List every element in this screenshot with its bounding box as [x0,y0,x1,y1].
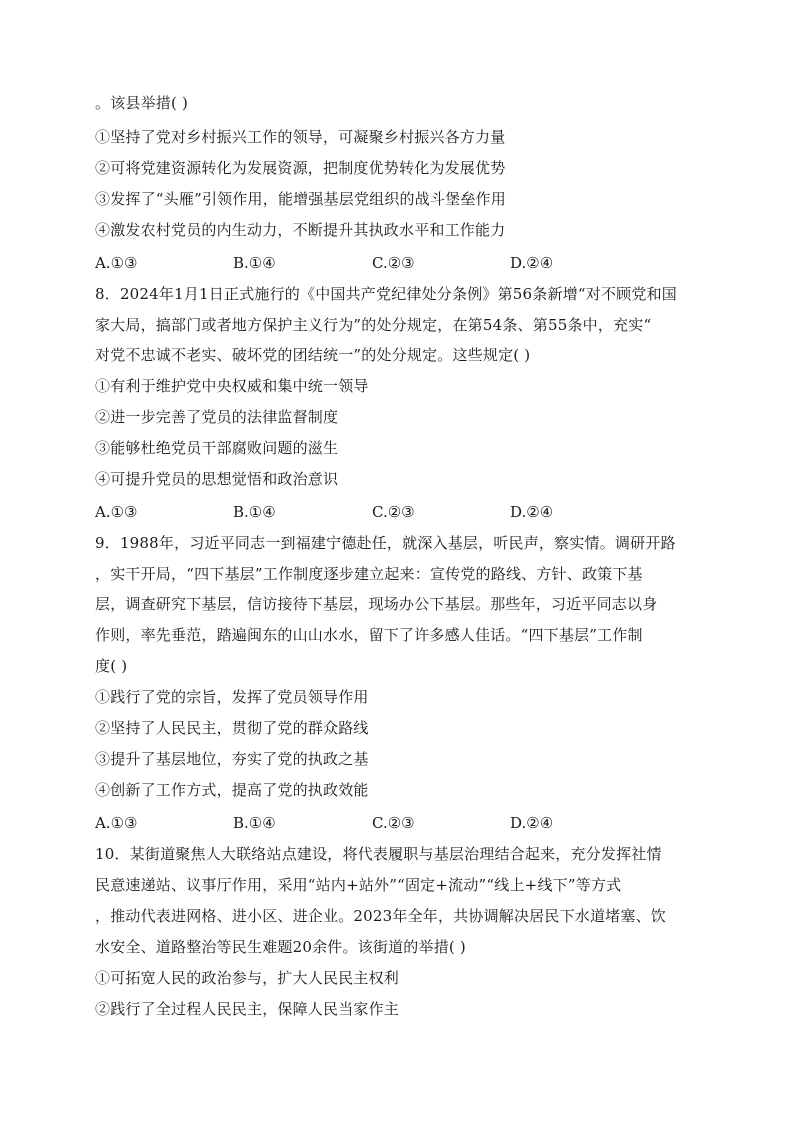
q10-stem-line-1: 10．某街道聚焦人大联络站点建设，将代表履职与基层治理结合起来，充分发挥社情 [95,845,662,863]
q9-item-4: ④创新了工作方式，提高了党的执政效能 [95,781,369,799]
q7-options [95,253,735,273]
q9-stem-line-4: 作则，率先垂范，踏遍闽东的山山水水，留下了许多感人佳话。“四下基层”工作制 [95,626,643,644]
q8-option-b: B.①④ [233,503,276,521]
q10-stem-line-4: 水安全、道路整治等民生难题20余件。该街道的举措( ) [95,938,466,956]
q10-item-2: ②践行了全过程人民民主，保障人民当家作主 [95,1000,400,1018]
q8-option-a: A.①③ [95,503,138,521]
q8-option-c: C.②③ [372,503,415,521]
q7-stem-tail: 。该县举措( ) [95,94,189,112]
q8-item-1: ①有利于维护党中央权威和集中统一领导 [95,377,369,395]
q10-stem-line-3: ，推动代表进网格、进小区、进企业。2023年全年，共协调解决居民下水道堵塞、饮 [95,907,666,925]
q9-stem-line-5: 度( ) [95,657,128,675]
q10-stem-line-2: 民意速递站、议事厅作用，采用“站内+站外”“固定+流动”“线上+线下”等方式 [95,876,622,894]
q9-stem-line-1: 9．1988年，习近平同志一到福建宁德赴任，就深入基层，听民声，察实情。调研开路 [95,534,676,552]
q7-item-1: ①坚持了党对乡村振兴工作的领导，可凝聚乡村振兴各方力量 [95,128,506,146]
q8-option-d: D.②④ [510,503,554,521]
q9-option-a: A.①③ [95,814,138,832]
q7-option-c: C.②③ [372,254,415,272]
q8-item-2: ②进一步完善了党员的法律监督制度 [95,408,339,426]
q7-option-d: D.②④ [510,254,554,272]
q10-item-1: ①可拓宽人民的政治参与，扩大人民民主权利 [95,969,400,987]
q8-stem-line-2: 家大局，搞部门或者地方保护主义行为”的处分规定，在第54条、第55条中，充实“ [95,316,652,334]
q9-option-d: D.②④ [510,814,554,832]
q8-options [95,502,735,522]
q8-stem-line-3: 对党不忠诚不老实、破坏党的团结统一”的处分规定。这些规定( ) [95,346,531,364]
q8-stem-line-1: 8．2024年1月1日正式施行的《中国共产党纪律处分条例》第56条新增“对不顾党和国 [95,285,677,303]
q9-item-3: ③提升了基层地位，夯实了党的执政之基 [95,750,369,768]
q7-option-a: A.①③ [95,254,138,272]
q7-item-3: ③发挥了“头雁”引领作用，能增强基层党组织的战斗堡垒作用 [95,190,506,208]
q9-item-2: ②坚持了人民民主，贯彻了党的群众路线 [95,719,369,737]
q9-options [95,813,735,833]
q8-item-4: ④可提升党员的思想觉悟和政治意识 [95,470,339,488]
q7-item-2: ②可将党建资源转化为发展资源，把制度优势转化为发展优势 [95,159,506,177]
q9-stem-line-2: ，实干开局，“四下基层”工作制度逐步建立起来：宣传党的路线、方针、政策下基 [95,565,643,583]
q9-option-c: C.②③ [372,814,415,832]
q9-option-b: B.①④ [233,814,276,832]
q7-option-b: B.①④ [233,254,276,272]
q8-item-3: ③能够杜绝党员干部腐败问题的滋生 [95,439,339,457]
q9-stem-line-3: 层，调查研究下基层，信访接待下基层，现场办公下基层。那些年，习近平同志以身 [95,595,658,613]
q9-item-1: ①践行了党的宗旨，发挥了党员领导作用 [95,688,369,706]
q7-item-4: ④激发农村党员的内生动力，不断提升其执政水平和工作能力 [95,221,506,239]
